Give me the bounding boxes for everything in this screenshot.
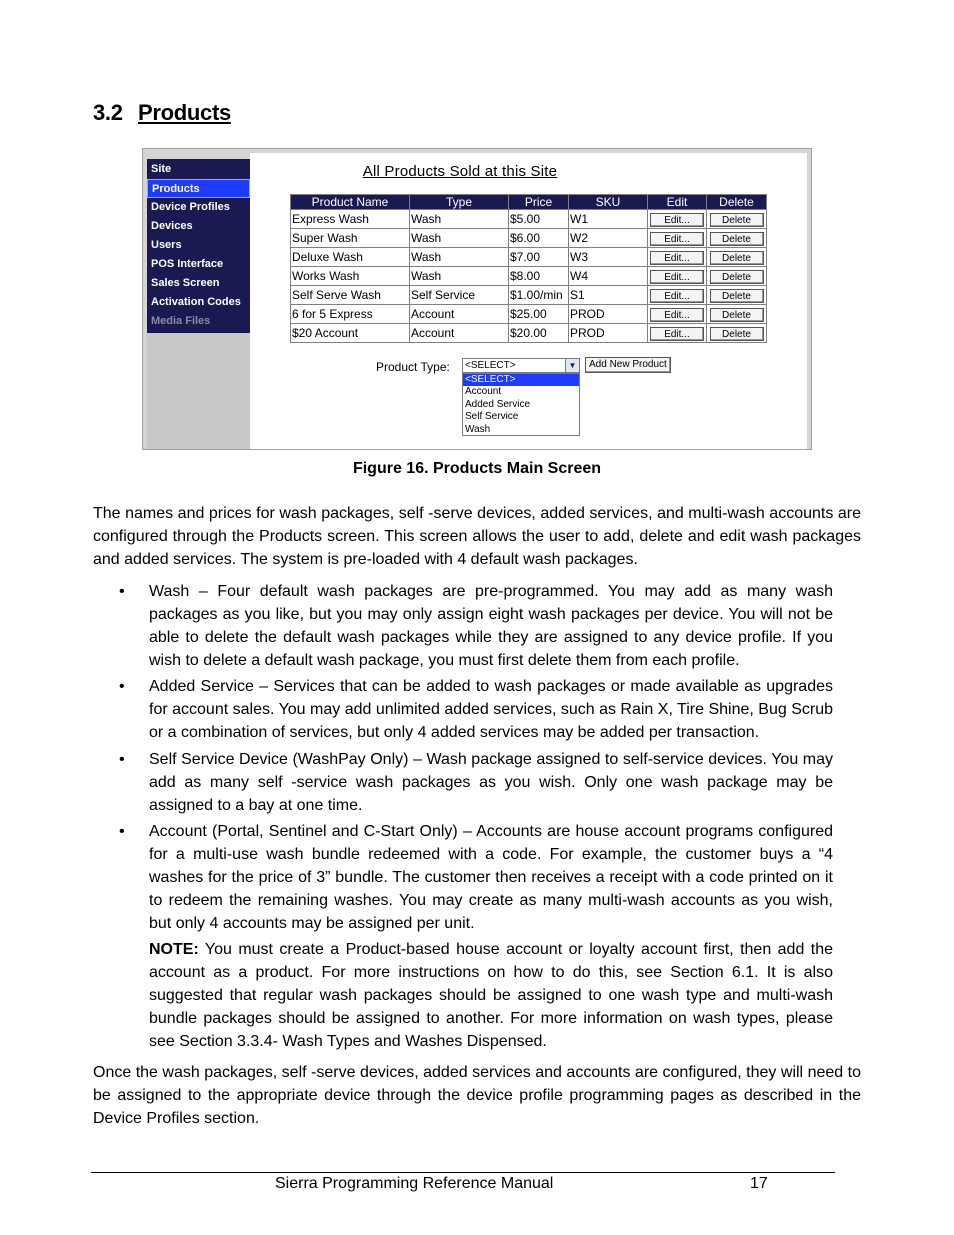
table-cell: W1 <box>569 210 648 229</box>
table-cell <box>648 210 707 229</box>
table-cell: PROD <box>569 305 648 324</box>
table-header-row <box>291 195 767 210</box>
closing-paragraph: Once the wash packages, self -serve devices, added services and accounts are configured, they will need to be assigned to the appropriate device through the device profile programming pages as described in the Device Profiles section. <box>93 1064 861 1127</box>
table-cell: Self Serve Wash <box>291 286 410 305</box>
intro-paragraph: The names and prices for wash packages, self -serve devices, added services, and multi-wash accounts are configured through the Products screen. This screen allows the user to add, delete and edit wash packages and added services. The system is pre-loaded with 4 default wash packages. <box>93 505 861 568</box>
sidebar-item-users[interactable]: Users <box>151 239 182 251</box>
delete-button[interactable]: Delete <box>710 251 764 265</box>
page-number: 17 <box>750 1175 768 1192</box>
table-cell <box>707 286 767 305</box>
footer-title: Sierra Programming Reference Manual <box>275 1175 554 1192</box>
table-cell <box>707 229 767 248</box>
add-new-product-button[interactable]: Add New Product <box>585 357 671 373</box>
table-cell: 6 for 5 Express <box>291 305 410 324</box>
delete-button[interactable]: Delete <box>710 327 764 341</box>
bullet-text-self-service: Self Service Device (WashPay Only) – Wash package assigned to self-service devices. You may add as many self -service wash packages as you wish. Only one wash package may be assigned to a bay at one time. <box>149 751 833 814</box>
dropdown-option[interactable]: Self Service <box>465 411 519 423</box>
table-cell: PROD <box>569 324 648 343</box>
table-row <box>291 324 767 343</box>
list-item <box>119 675 833 744</box>
edit-button[interactable]: Edit... <box>650 289 704 303</box>
table-cell: $8.00 <box>509 267 569 286</box>
table-cell <box>648 267 707 286</box>
table-cell: Wash <box>410 267 509 286</box>
note-label: NOTE: <box>149 941 199 958</box>
column-header-price: Price <box>509 195 569 210</box>
table-body <box>291 210 767 343</box>
table-cell <box>707 248 767 267</box>
edit-button[interactable]: Edit... <box>650 251 704 265</box>
table-cell: $25.00 <box>509 305 569 324</box>
section-title: Products <box>138 100 231 125</box>
sidebar-item-sales-screen[interactable]: Sales Screen <box>151 277 220 289</box>
product-type-label: Product Type: <box>376 360 450 374</box>
bullet-text-wash: Wash – Four default wash packages are pre-programmed. You may add as many wash packages as you like, but you may only assign eight wash packages per device. You will not be able to delete the default wash packages while they are assigned to any device profile. If you wish to delete a default wash package, you must first delete them from each profile. <box>149 583 833 669</box>
table-cell <box>648 248 707 267</box>
table-cell <box>648 324 707 343</box>
list-item <box>119 580 833 672</box>
table-row <box>291 210 767 229</box>
sidebar-item-media-files[interactable]: Media Files <box>151 315 211 327</box>
table-cell <box>707 267 767 286</box>
delete-button[interactable]: Delete <box>710 270 764 284</box>
table-cell <box>648 305 707 324</box>
table-cell: Super Wash <box>291 229 410 248</box>
dropdown-option[interactable]: <SELECT> <box>463 374 579 386</box>
section-heading <box>93 100 231 126</box>
footer-divider <box>91 1172 835 1173</box>
sidebar-item-devices[interactable]: Devices <box>151 220 193 232</box>
note-text: You must create a Product-based house account or loyalty account first, then add the account as a product. For more instructions on how to do this, see Section 6.1. It is also suggested that regular wash packages should be assigned to one wash type and multi-wash bundle packages should be assigned to another. For more information on wash types, please see Section 3.3.4- Wash Types and Washes Dispensed. <box>149 941 833 1050</box>
table-row <box>291 248 767 267</box>
table-cell: W3 <box>569 248 648 267</box>
products-screen-figure <box>142 148 812 450</box>
table-row <box>291 305 767 324</box>
table-cell: S1 <box>569 286 648 305</box>
figure-content-area <box>250 153 807 449</box>
figure-caption: Figure 16. Products Main Screen <box>352 460 602 477</box>
bullet-text-added-service: Added Service – Services that can be added to wash packages or made available as upgrades for account sales. You may add unlimited added services, such as Rain X, Tire Shine, Bug Scrub or a combination of services, but only 4 added services may be added per transaction. <box>149 678 833 741</box>
table-cell: $7.00 <box>509 248 569 267</box>
dropdown-option[interactable]: Account <box>465 386 502 398</box>
note-paragraph <box>149 938 833 1053</box>
edit-button[interactable]: Edit... <box>650 270 704 284</box>
products-table <box>290 194 767 343</box>
edit-button[interactable]: Edit... <box>650 213 704 227</box>
sidebar-item-pos-interface[interactable]: POS Interface <box>151 258 224 270</box>
table-cell <box>648 286 707 305</box>
delete-button[interactable]: Delete <box>710 232 764 246</box>
table-cell: W2 <box>569 229 648 248</box>
table-cell: $6.00 <box>509 229 569 248</box>
table-cell: $1.00/min <box>509 286 569 305</box>
table-cell: Wash <box>410 229 509 248</box>
table-cell <box>707 305 767 324</box>
chevron-down-icon[interactable]: ▼ <box>565 359 579 372</box>
sidebar-item-device-profiles[interactable]: Device Profiles <box>151 201 230 213</box>
product-type-dropdown-list <box>462 373 580 436</box>
product-type-select[interactable] <box>462 358 580 373</box>
table-cell: Account <box>410 305 509 324</box>
dropdown-option[interactable]: Added Service <box>465 398 531 410</box>
list-item <box>119 820 833 935</box>
column-header-type: Type <box>410 195 509 210</box>
table-cell: Deluxe Wash <box>291 248 410 267</box>
sidebar-item-activation-codes[interactable]: Activation Codes <box>151 296 241 308</box>
table-cell: W4 <box>569 267 648 286</box>
dropdown-option[interactable]: Wash <box>465 423 491 435</box>
delete-button[interactable]: Delete <box>710 213 764 227</box>
table-cell: Works Wash <box>291 267 410 286</box>
list-item <box>119 748 833 817</box>
product-type-value: <SELECT> <box>465 360 516 371</box>
column-header-sku: SKU <box>569 195 648 210</box>
bullet-glyph: • <box>119 823 125 840</box>
table-cell: $20 Account <box>291 324 410 343</box>
column-header-product-name: Product Name <box>291 195 410 210</box>
bullet-glyph: • <box>119 751 125 768</box>
bullet-glyph: • <box>119 583 125 600</box>
table-cell: Account <box>410 324 509 343</box>
table-cell: Wash <box>410 210 509 229</box>
section-number: 3.2 <box>93 100 123 125</box>
table-row <box>291 267 767 286</box>
table-cell: Express Wash <box>291 210 410 229</box>
sidebar-item-site[interactable]: Site <box>151 163 172 175</box>
delete-button[interactable]: Delete <box>710 308 764 322</box>
table-cell: Wash <box>410 248 509 267</box>
column-header-delete: Delete <box>707 195 767 210</box>
bullet-glyph: • <box>119 678 125 695</box>
table-cell <box>707 324 767 343</box>
table-row <box>291 286 767 305</box>
figure-sidebar <box>147 159 250 449</box>
sidebar-menu <box>147 159 250 333</box>
table-cell <box>707 210 767 229</box>
sidebar-item-products[interactable]: Products <box>147 179 250 198</box>
table-row <box>291 229 767 248</box>
table-cell: $5.00 <box>509 210 569 229</box>
bullet-text-account: Account (Portal, Sentinel and C-Start Only) – Accounts are house account programs configured for a multi-use wash bundle redeemed with a code. For example, the customer buys a “4 washes for the price of 3” bundle. The customer then receives a receipt with a code printed on it to redeem the remaining washes. You may create as many multi-wash accounts as you wish, but only 4 accounts may be assigned per unit. <box>149 823 833 932</box>
table-cell: Self Service <box>410 286 509 305</box>
screen-title: All Products Sold at this Site <box>362 163 558 180</box>
edit-button[interactable]: Edit... <box>650 232 704 246</box>
table-cell: $20.00 <box>509 324 569 343</box>
column-header-edit: Edit <box>648 195 707 210</box>
edit-button[interactable]: Edit... <box>650 308 704 322</box>
edit-button[interactable]: Edit... <box>650 327 704 341</box>
delete-button[interactable]: Delete <box>710 289 764 303</box>
table-cell <box>648 229 707 248</box>
